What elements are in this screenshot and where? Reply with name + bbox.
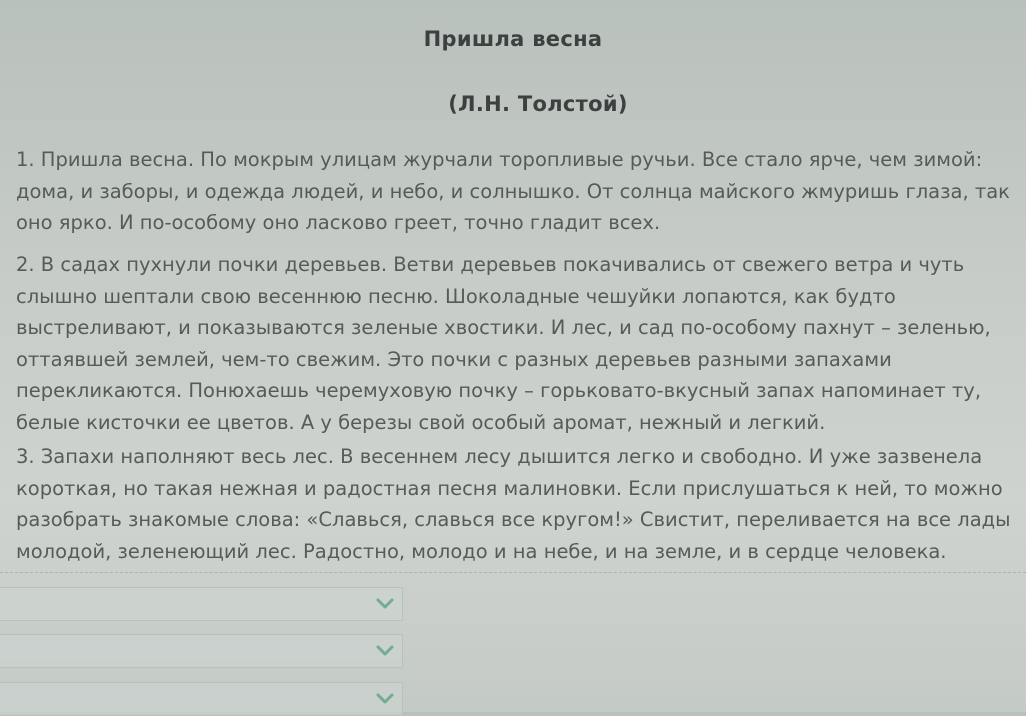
paragraph-line: дома, и заборы, и одежда людей, и небо, и солнышко. От солнца майского жмуришь глаза, так [16,179,1010,203]
chevron-down-icon[interactable] [374,687,396,709]
paragraph-line: молодой, зеленеющий лес. Радостно, молодо и на небе, и на земле, и в сердце человека. [16,539,947,563]
chevron-down-icon[interactable] [374,592,396,614]
paragraph-line: оттаявшей землей, чем-то свежим. Это почки с разных деревьев разными запахами [16,347,892,371]
chevron-down-icon[interactable] [374,639,396,661]
paragraph-line: оно ярко. И по-особому оно ласково греет, точно гладит всех. [16,211,661,234]
paragraph-line: выстреливают, и показываются зеленые хвостики. И лес, и сад по-особому пахнут – зеленью, [16,316,991,339]
paragraph-line: 3. Запахи наполняют весь лес. В весеннем лесу дышится легко и свободно. И уже зазвенела [16,445,983,468]
paragraph-line: 1. Пришла весна. По мокрым улицам журчали торопливые ручьи. Все стало ярче, чем зимой: [16,148,983,171]
paragraph-line: слышно шептали свою весеннюю песню. Шоколадные чешуйки лопаются, как будто [16,284,896,308]
paragraph-line: короткая, но такая нежная и радостная песня малиновки. Если прислушаться к ней, то можно [16,476,1003,500]
page-title: Пришла весна [423,27,603,51]
paragraph-line: перекликаются. Понюхаешь черемуховую почку – горьковато-вкусный запах напоминает ту, [16,379,982,402]
paragraph-1 [16,144,1026,239]
paragraph-line: разобрать знакомые слова: «Славься, славься все кругом!» Свистит, переливается на все лады [16,508,1011,531]
divider [0,572,1026,573]
paragraph-line: 2. В садах пухнули почки деревьев. Ветви деревьев покачивались от свежего ветра и чуть [16,253,965,276]
answer-dropdown-2[interactable] [0,634,403,668]
paragraph-3 [16,441,1026,567]
paragraph-2 [16,249,1026,438]
paragraph-line: белые кисточки ее цветов. А у березы свой особый аромат, нежный и легкий. [16,410,826,434]
author-label: (Л.Н. Толстой) [448,92,628,116]
answer-dropdown-3[interactable] [0,682,403,716]
answer-dropdown-1[interactable] [0,587,403,621]
